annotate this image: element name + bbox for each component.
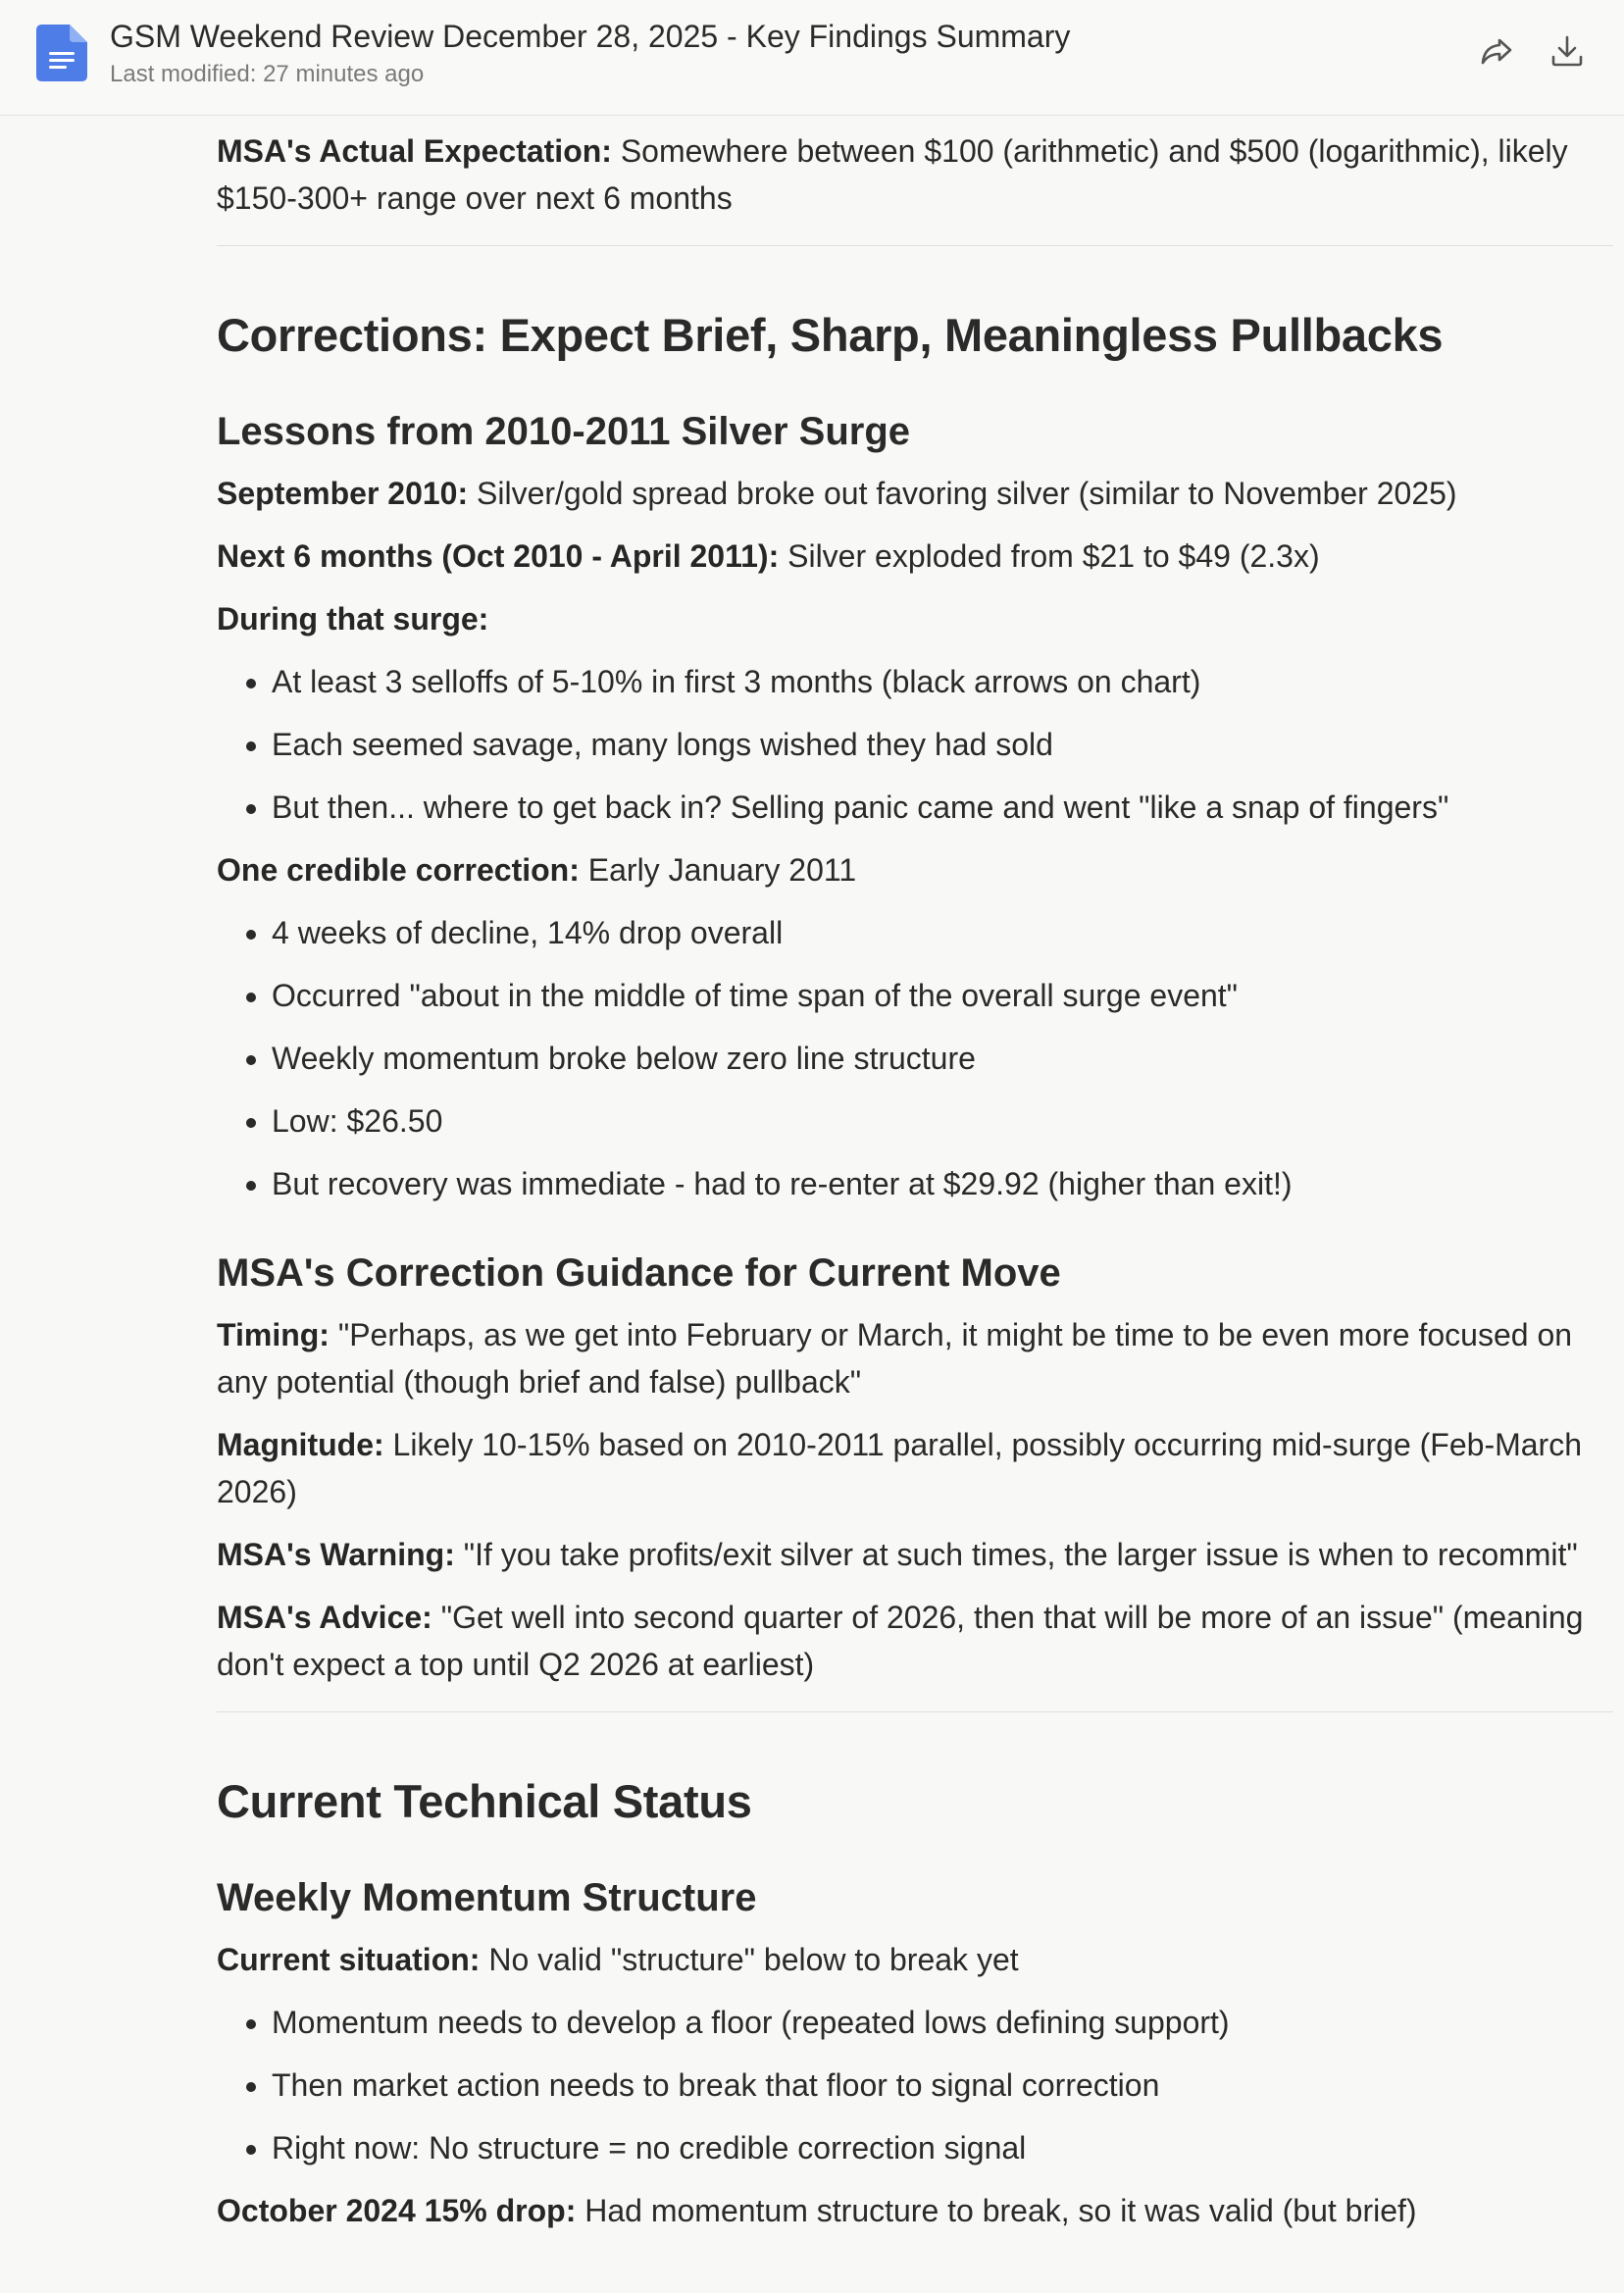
october-drop-paragraph bbox=[217, 2187, 1613, 2234]
september-paragraph bbox=[217, 470, 1613, 517]
download-icon bbox=[1549, 33, 1585, 74]
technical-heading: Current Technical Status bbox=[217, 1775, 752, 1827]
next-months-paragraph bbox=[217, 533, 1613, 580]
list-item: • Each seemed savage, many longs wished they had sold bbox=[272, 721, 1613, 768]
current-situation-label: Current situation: bbox=[217, 1942, 481, 1977]
credible-correction-list bbox=[217, 909, 1613, 1207]
document-icon bbox=[36, 25, 87, 81]
list-item: • Low: $26.50 bbox=[272, 1097, 1613, 1145]
october-drop-label: October 2024 15% drop: bbox=[217, 2193, 577, 2228]
list-item: • Right now: No structure = no credible correction signal bbox=[272, 2124, 1613, 2171]
lessons-heading: Lessons from 2010-2011 Silver Surge bbox=[217, 410, 911, 453]
list-item: • Then market action needs to break that floor to signal correction bbox=[272, 2062, 1613, 2109]
share-button[interactable] bbox=[1473, 29, 1520, 76]
next-months-text: Silver exploded from $21 to $49 (2.3x) bbox=[779, 538, 1320, 574]
during-surge-list bbox=[217, 658, 1613, 831]
magnitude-paragraph bbox=[217, 1421, 1613, 1515]
next-months-label: Next 6 months (Oct 2010 - April 2011): bbox=[217, 538, 780, 574]
september-label: September 2010: bbox=[217, 476, 469, 511]
advice-text: "Get well into second quarter of 2026, then that will be more of an issue" (meaning don't expect a top until Q2 2026 at earliest) bbox=[217, 1600, 1584, 1682]
warning-paragraph bbox=[217, 1531, 1613, 1578]
timing-label: Timing: bbox=[217, 1317, 330, 1352]
timing-paragraph bbox=[217, 1311, 1613, 1405]
timing-text: "Perhaps, as we get into February or March, it might be time to be even more focused on any potential (though brief and false) pullback" bbox=[217, 1317, 1573, 1400]
warning-text: "If you take profits/exit silver at such times, the larger issue is when to recommit" bbox=[454, 1537, 1578, 1572]
share-icon bbox=[1479, 33, 1514, 74]
download-button[interactable] bbox=[1544, 29, 1591, 76]
expectation-label: MSA's Actual Expectation: bbox=[217, 133, 612, 169]
credible-correction-paragraph bbox=[217, 846, 1613, 893]
corrections-heading: Corrections: Expect Brief, Sharp, Meaningless Pullbacks bbox=[217, 309, 1444, 361]
expectation-text: Somewhere between $100 (arithmetic) and $500 (logarithmic), likely $150-300+ range over next 6 months bbox=[217, 133, 1568, 216]
list-item: • But then... where to get back in? Selling panic came and went "like a snap of fingers" bbox=[272, 784, 1613, 831]
magnitude-text: Likely 10-15% based on 2010-2011 parallel, possibly occurring mid-surge (Feb-March 2026) bbox=[217, 1427, 1582, 1509]
september-text: Silver/gold spread broke out favoring silver (similar to November 2025) bbox=[468, 476, 1457, 511]
current-situation-list bbox=[217, 1999, 1613, 2171]
list-item: • Occurred "about in the middle of time span of the overall surge event" bbox=[272, 972, 1613, 1019]
list-item: • But recovery was immediate - had to re-enter at $29.92 (higher than exit!) bbox=[272, 1160, 1613, 1207]
expectation-paragraph bbox=[217, 127, 1613, 222]
warning-label: MSA's Warning: bbox=[217, 1537, 455, 1572]
current-situation-paragraph bbox=[217, 1936, 1613, 1983]
document-title: GSM Weekend Review December 28, 2025 - Key Findings Summary bbox=[110, 19, 1071, 54]
advice-label: MSA's Advice: bbox=[217, 1600, 432, 1635]
credible-correction-text: Early January 2011 bbox=[579, 852, 857, 888]
october-drop-text: Had momentum structure to break, so it was valid (but brief) bbox=[576, 2193, 1417, 2228]
credible-correction-label: One credible correction: bbox=[217, 852, 580, 888]
during-surge-paragraph bbox=[217, 595, 1613, 642]
current-situation-text: No valid "structure" below to break yet bbox=[480, 1942, 1019, 1977]
momentum-heading: Weekly Momentum Structure bbox=[217, 1876, 757, 1919]
guidance-heading: MSA's Correction Guidance for Current Move bbox=[217, 1251, 1061, 1295]
list-item: • Weekly momentum broke below zero line structure bbox=[272, 1035, 1613, 1082]
list-item: • At least 3 selloffs of 5-10% in first 3 months (black arrows on chart) bbox=[272, 658, 1613, 705]
document-body bbox=[217, 116, 1613, 2234]
advice-paragraph bbox=[217, 1594, 1613, 1688]
document-header bbox=[0, 0, 1624, 116]
during-surge-label: During that surge: bbox=[217, 601, 489, 637]
last-modified-label: Last modified: 27 minutes ago bbox=[110, 61, 425, 87]
list-item: • Momentum needs to develop a floor (repeated lows defining support) bbox=[272, 1999, 1613, 2046]
magnitude-label: Magnitude: bbox=[217, 1427, 384, 1462]
list-item: • 4 weeks of decline, 14% drop overall bbox=[272, 909, 1613, 956]
